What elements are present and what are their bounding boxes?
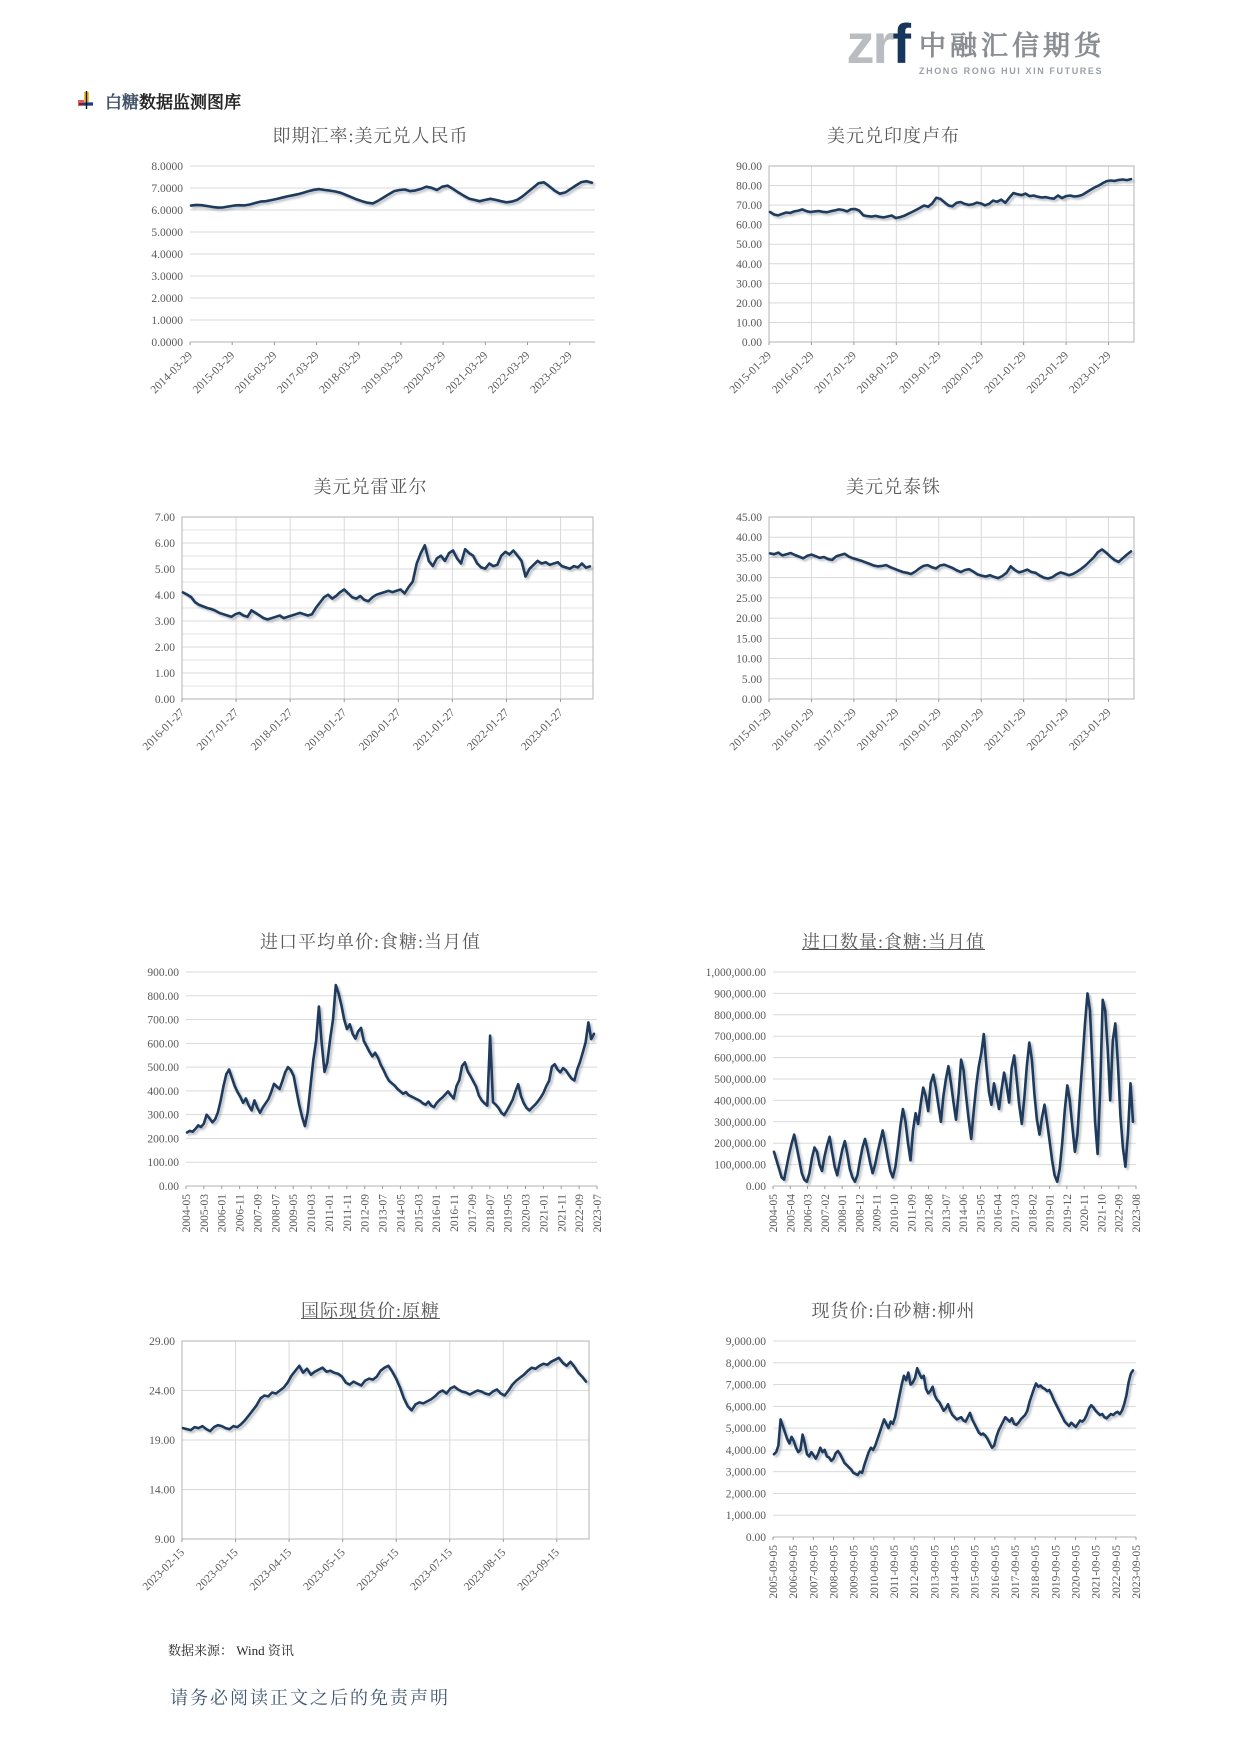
svg-text:2019-01-29: 2019-01-29 <box>897 349 944 397</box>
svg-text:300,000.00: 300,000.00 <box>714 1116 766 1129</box>
svg-text:2004-05: 2004-05 <box>181 1194 193 1233</box>
svg-text:10.00: 10.00 <box>736 317 762 330</box>
svg-text:2023-09-05: 2023-09-05 <box>1131 1545 1143 1599</box>
svg-text:9,000.00: 9,000.00 <box>725 1336 766 1348</box>
svg-text:2015-01-29: 2015-01-29 <box>727 349 775 397</box>
svg-text:2016-09-05: 2016-09-05 <box>989 1545 1002 1599</box>
svg-text:300.00: 300.00 <box>147 1109 179 1122</box>
svg-text:2021-11: 2021-11 <box>556 1194 569 1232</box>
svg-text:2015-03: 2015-03 <box>413 1194 426 1233</box>
svg-text:2.00: 2.00 <box>154 642 175 654</box>
svg-text:2023-09-15: 2023-09-15 <box>515 1546 562 1594</box>
svg-text:2019-03-29: 2019-03-29 <box>359 349 407 397</box>
svg-text:2014-03-29: 2014-03-29 <box>148 349 196 397</box>
svg-text:2009-05: 2009-05 <box>288 1194 301 1233</box>
svg-text:70.00: 70.00 <box>736 200 762 213</box>
svg-text:2008-12: 2008-12 <box>854 1194 867 1233</box>
svg-text:2023-01-29: 2023-01-29 <box>1067 349 1114 397</box>
svg-text:2018-02: 2018-02 <box>1027 1194 1040 1233</box>
svg-text:7.00: 7.00 <box>154 512 175 524</box>
svg-text:2006-09-05: 2006-09-05 <box>788 1545 801 1599</box>
svg-text:2023-07: 2023-07 <box>592 1194 604 1233</box>
svg-text:2020-09-05: 2020-09-05 <box>1070 1545 1083 1599</box>
svg-text:2014-06: 2014-06 <box>958 1194 971 1233</box>
svg-text:7,000.00: 7,000.00 <box>725 1379 766 1392</box>
svg-text:2021-01-27: 2021-01-27 <box>411 706 458 754</box>
svg-text:2021-09-05: 2021-09-05 <box>1090 1545 1103 1599</box>
svg-text:0.00: 0.00 <box>745 1181 766 1193</box>
svg-text:2021-01-29: 2021-01-29 <box>982 706 1029 754</box>
svg-text:2021-01: 2021-01 <box>538 1194 551 1233</box>
svg-text:800,000.00: 800,000.00 <box>714 1009 766 1022</box>
svg-text:2023-01-29: 2023-01-29 <box>1067 706 1114 754</box>
svg-text:4.0000: 4.0000 <box>151 249 183 261</box>
chart-title: 进口数量:食糖:当月值 <box>801 932 985 952</box>
svg-text:2019-05: 2019-05 <box>502 1194 515 1233</box>
svg-text:5.00: 5.00 <box>154 564 175 576</box>
chart-title: 现货价:白砂糖:柳州 <box>811 1301 976 1321</box>
svg-text:40.00: 40.00 <box>736 258 762 271</box>
chart-intl-raw-sugar-canvas <box>118 1329 623 1631</box>
chart-usd-inr-canvas <box>641 154 1146 430</box>
svg-text:200.00: 200.00 <box>147 1133 179 1146</box>
page-title-rest: 数据监测图库 <box>139 93 241 112</box>
svg-text:2017-01-27: 2017-01-27 <box>194 706 242 754</box>
svg-text:2021-01-29: 2021-01-29 <box>982 349 1029 397</box>
svg-text:30.00: 30.00 <box>736 572 762 585</box>
svg-text:20.00: 20.00 <box>736 297 762 310</box>
disclaimer-note: 请务必阅读正文之后的免责声明 <box>170 1688 450 1708</box>
chart-import-quantity <box>641 928 1146 1267</box>
chart-intl-raw-sugar <box>118 1297 623 1638</box>
svg-text:2013-07: 2013-07 <box>377 1194 390 1233</box>
svg-text:2020-03-29: 2020-03-29 <box>401 349 449 397</box>
svg-text:80.00: 80.00 <box>736 180 762 193</box>
svg-text:2021-10: 2021-10 <box>1096 1194 1109 1233</box>
svg-text:5,000.00: 5,000.00 <box>725 1423 766 1436</box>
svg-text:2005-04: 2005-04 <box>785 1194 798 1233</box>
svg-text:2023-01-27: 2023-01-27 <box>519 706 566 754</box>
svg-text:0.00: 0.00 <box>154 694 175 706</box>
svg-text:5.0000: 5.0000 <box>151 227 183 239</box>
svg-text:30.00: 30.00 <box>736 278 762 291</box>
svg-text:100,000.00: 100,000.00 <box>714 1159 766 1172</box>
svg-text:2019-01-29: 2019-01-29 <box>897 706 944 754</box>
svg-text:0.00: 0.00 <box>741 694 762 706</box>
svg-text:2013-09-05: 2013-09-05 <box>929 1545 942 1599</box>
svg-text:2023-05-15: 2023-05-15 <box>301 1546 348 1594</box>
svg-text:2022-03-29: 2022-03-29 <box>486 349 533 397</box>
svg-text:2020-03: 2020-03 <box>520 1194 533 1233</box>
svg-text:2009-11: 2009-11 <box>871 1194 884 1232</box>
svg-text:2017-01-29: 2017-01-29 <box>812 349 860 397</box>
svg-text:2007-02: 2007-02 <box>819 1194 832 1233</box>
data-source-note: 数据来源： Wind 资讯 <box>168 1643 294 1658</box>
svg-text:2023-04-15: 2023-04-15 <box>247 1546 295 1594</box>
svg-text:2023-06-15: 2023-06-15 <box>354 1546 402 1594</box>
svg-text:2010-10: 2010-10 <box>889 1194 901 1233</box>
svg-text:2014-09-05: 2014-09-05 <box>949 1545 962 1599</box>
svg-text:2016-01: 2016-01 <box>431 1194 444 1233</box>
svg-text:2.0000: 2.0000 <box>151 293 183 305</box>
svg-text:2012-09-05: 2012-09-05 <box>909 1545 922 1599</box>
svg-text:2022-01-27: 2022-01-27 <box>465 706 512 754</box>
svg-text:40.00: 40.00 <box>736 532 762 545</box>
svg-text:24.00: 24.00 <box>149 1385 175 1398</box>
svg-text:2007-09: 2007-09 <box>252 1194 265 1233</box>
svg-text:2010-09-05: 2010-09-05 <box>868 1545 881 1599</box>
svg-text:2023-08: 2023-08 <box>1131 1194 1143 1233</box>
chart-title: 美元兑印度卢布 <box>827 126 960 146</box>
chart-usd-brl <box>118 473 623 796</box>
svg-text:29.00: 29.00 <box>149 1336 175 1348</box>
svg-text:3,000.00: 3,000.00 <box>725 1466 766 1479</box>
svg-text:2023-08-15: 2023-08-15 <box>462 1546 509 1594</box>
logo-company-name: 中融汇信期货 <box>919 31 1105 61</box>
svg-text:2010-03: 2010-03 <box>306 1194 319 1233</box>
svg-text:500,000.00: 500,000.00 <box>714 1074 766 1086</box>
svg-text:2011-11: 2011-11 <box>341 1194 354 1232</box>
svg-text:100.00: 100.00 <box>147 1157 179 1170</box>
svg-text:0.00: 0.00 <box>745 1532 766 1544</box>
svg-text:1,000,000.00: 1,000,000.00 <box>705 967 766 979</box>
svg-text:900.00: 900.00 <box>147 967 179 979</box>
svg-text:2018-01-29: 2018-01-29 <box>855 706 902 754</box>
svg-text:2017-09-05: 2017-09-05 <box>1010 1545 1022 1599</box>
chart-title: 国际现货价:原糖 <box>300 1301 440 1321</box>
svg-text:20.00: 20.00 <box>736 613 762 626</box>
svg-text:200,000.00: 200,000.00 <box>714 1138 766 1151</box>
svg-text:2012-08: 2012-08 <box>923 1194 936 1233</box>
chart-title: 进口平均单价:食糖:当月值 <box>259 932 481 952</box>
chart-import-avg-price-canvas <box>118 960 623 1262</box>
chart-usd-brl-canvas <box>118 505 623 791</box>
svg-text:0.00: 0.00 <box>158 1181 179 1193</box>
chart-usd-thb <box>641 473 1146 796</box>
svg-text:2016-03-29: 2016-03-29 <box>233 349 280 397</box>
svg-text:90.00: 90.00 <box>736 161 762 173</box>
svg-text:2021-03-29: 2021-03-29 <box>443 349 491 397</box>
svg-text:800.00: 800.00 <box>147 990 179 1003</box>
svg-text:25.00: 25.00 <box>736 592 762 605</box>
svg-text:2022-09: 2022-09 <box>1113 1194 1126 1233</box>
svg-text:9.00: 9.00 <box>154 1534 175 1546</box>
section-header <box>76 88 241 113</box>
svg-text:3.0000: 3.0000 <box>151 271 183 283</box>
svg-text:2023-03-29: 2023-03-29 <box>528 349 575 397</box>
chart-liuzhou-white-sugar-canvas <box>641 1329 1146 1633</box>
svg-text:2015-05: 2015-05 <box>975 1194 988 1233</box>
svg-text:6.0000: 6.0000 <box>151 205 183 217</box>
svg-text:3.00: 3.00 <box>154 616 175 628</box>
svg-text:50.00: 50.00 <box>736 239 762 252</box>
svg-text:0.00: 0.00 <box>741 337 762 349</box>
svg-text:2009-09-05: 2009-09-05 <box>848 1545 861 1599</box>
svg-text:1.0000: 1.0000 <box>151 315 183 327</box>
svg-text:7.0000: 7.0000 <box>151 183 183 195</box>
svg-text:400.00: 400.00 <box>147 1085 179 1098</box>
logo-company-name-en: ZHONG RONG HUI XIN FUTURES <box>919 66 1104 76</box>
chart-usd-cny-canvas <box>118 154 623 430</box>
chart-import-quantity-canvas <box>641 960 1146 1262</box>
chart-title: 美元兑泰铢 <box>846 477 941 497</box>
svg-text:700,000.00: 700,000.00 <box>714 1031 766 1044</box>
svg-text:2012-09: 2012-09 <box>359 1194 372 1233</box>
svg-text:500.00: 500.00 <box>147 1062 179 1075</box>
svg-text:6.00: 6.00 <box>154 538 175 550</box>
svg-text:2023-02-15: 2023-02-15 <box>140 1546 188 1594</box>
svg-text:900,000.00: 900,000.00 <box>714 988 766 1001</box>
svg-text:2022-09: 2022-09 <box>574 1194 587 1233</box>
svg-text:600.00: 600.00 <box>147 1038 179 1051</box>
svg-text:2008-09-05: 2008-09-05 <box>828 1545 841 1599</box>
svg-text:2011-01: 2011-01 <box>323 1194 336 1232</box>
title-marker-icon <box>76 91 95 110</box>
svg-text:2016-04: 2016-04 <box>992 1194 1005 1233</box>
svg-text:4,000.00: 4,000.00 <box>725 1444 766 1457</box>
svg-text:8,000.00: 8,000.00 <box>725 1357 766 1370</box>
svg-text:2023-07-15: 2023-07-15 <box>408 1546 455 1594</box>
svg-text:2016-11: 2016-11 <box>449 1194 462 1232</box>
svg-text:6,000.00: 6,000.00 <box>725 1401 766 1414</box>
svg-text:2019-01: 2019-01 <box>1044 1194 1057 1233</box>
svg-text:2011-09: 2011-09 <box>906 1194 919 1232</box>
svg-text:2006-11: 2006-11 <box>234 1194 247 1232</box>
svg-text:35.00: 35.00 <box>736 552 762 565</box>
svg-text:1,000.00: 1,000.00 <box>725 1510 766 1523</box>
svg-text:2005-09-05: 2005-09-05 <box>768 1545 780 1599</box>
svg-text:2004-05: 2004-05 <box>768 1194 780 1233</box>
svg-text:2018-01-27: 2018-01-27 <box>248 706 296 754</box>
svg-text:2008-07: 2008-07 <box>270 1194 283 1233</box>
svg-text:2015-01-29: 2015-01-29 <box>727 706 775 754</box>
svg-text:2011-09-05: 2011-09-05 <box>889 1545 901 1599</box>
svg-text:45.00: 45.00 <box>736 512 762 524</box>
svg-text:4.00: 4.00 <box>154 590 175 602</box>
svg-text:2017-01-29: 2017-01-29 <box>812 706 860 754</box>
svg-text:2,000.00: 2,000.00 <box>725 1488 766 1501</box>
svg-text:1.00: 1.00 <box>154 668 175 680</box>
svg-text:2007-09-05: 2007-09-05 <box>808 1545 821 1599</box>
svg-text:2020-01-27: 2020-01-27 <box>357 706 404 754</box>
charts-grid <box>118 122 1146 1638</box>
svg-text:0.0000: 0.0000 <box>151 337 183 349</box>
logo-zr-text: zr <box>846 12 893 75</box>
svg-text:2018-07: 2018-07 <box>484 1194 497 1233</box>
svg-text:2017-09: 2017-09 <box>466 1194 479 1233</box>
svg-text:2023-03-15: 2023-03-15 <box>194 1546 241 1594</box>
svg-text:2018-03-29: 2018-03-29 <box>317 349 364 397</box>
svg-text:14.00: 14.00 <box>149 1484 175 1497</box>
chart-usd-inr <box>641 122 1146 435</box>
svg-text:8.0000: 8.0000 <box>151 161 183 173</box>
svg-text:2006-03: 2006-03 <box>802 1194 815 1233</box>
svg-text:2022-01-29: 2022-01-29 <box>1024 349 1072 397</box>
svg-text:2016-01-27: 2016-01-27 <box>140 706 188 754</box>
page-title <box>105 88 241 113</box>
svg-text:2014-05: 2014-05 <box>395 1194 408 1233</box>
chart-liuzhou-white-sugar <box>641 1297 1146 1638</box>
chart-import-avg-price <box>118 928 623 1267</box>
company-logo <box>846 12 1105 76</box>
chart-title: 即期汇率:美元兑人民币 <box>272 126 469 146</box>
svg-text:2019-09-05: 2019-09-05 <box>1050 1545 1063 1599</box>
svg-text:2018-09-05: 2018-09-05 <box>1030 1545 1043 1599</box>
svg-text:2015-09-05: 2015-09-05 <box>969 1545 982 1599</box>
svg-text:60.00: 60.00 <box>736 219 762 232</box>
svg-text:2013-07: 2013-07 <box>940 1194 953 1233</box>
svg-text:2020-01-29: 2020-01-29 <box>939 706 987 754</box>
svg-text:2022-01-29: 2022-01-29 <box>1024 706 1072 754</box>
svg-text:2020-11: 2020-11 <box>1079 1194 1092 1232</box>
svg-text:2016-01-29: 2016-01-29 <box>770 349 817 397</box>
chart-title: 美元兑雷亚尔 <box>313 477 428 497</box>
svg-text:2022-09-05: 2022-09-05 <box>1110 1545 1123 1599</box>
svg-text:10.00: 10.00 <box>736 653 762 666</box>
svg-text:2005-03: 2005-03 <box>198 1194 211 1233</box>
logo-text-block <box>919 20 1105 76</box>
svg-text:2020-01-29: 2020-01-29 <box>939 349 987 397</box>
svg-text:2017-03: 2017-03 <box>1010 1194 1022 1233</box>
page-title-highlight: 白糖 <box>105 93 139 112</box>
logo-zrf-icon <box>846 12 909 75</box>
svg-text:15.00: 15.00 <box>736 633 762 646</box>
svg-text:5.00: 5.00 <box>741 673 762 686</box>
svg-text:2019-12: 2019-12 <box>1061 1194 1074 1233</box>
chart-usd-thb-canvas <box>641 505 1146 791</box>
svg-text:2015-03-29: 2015-03-29 <box>190 349 238 397</box>
svg-text:2018-01-29: 2018-01-29 <box>855 349 902 397</box>
svg-text:400,000.00: 400,000.00 <box>714 1095 766 1108</box>
logo-f-text: f <box>892 12 909 75</box>
svg-text:600,000.00: 600,000.00 <box>714 1052 766 1065</box>
svg-text:2006-01: 2006-01 <box>216 1194 229 1233</box>
svg-text:19.00: 19.00 <box>149 1435 175 1447</box>
svg-text:2008-01: 2008-01 <box>837 1194 850 1233</box>
svg-text:2016-01-29: 2016-01-29 <box>770 706 817 754</box>
svg-text:700.00: 700.00 <box>147 1014 179 1027</box>
chart-usd-cny <box>118 122 623 435</box>
svg-text:2019-01-27: 2019-01-27 <box>302 706 350 754</box>
svg-text:2017-03-29: 2017-03-29 <box>275 349 322 397</box>
